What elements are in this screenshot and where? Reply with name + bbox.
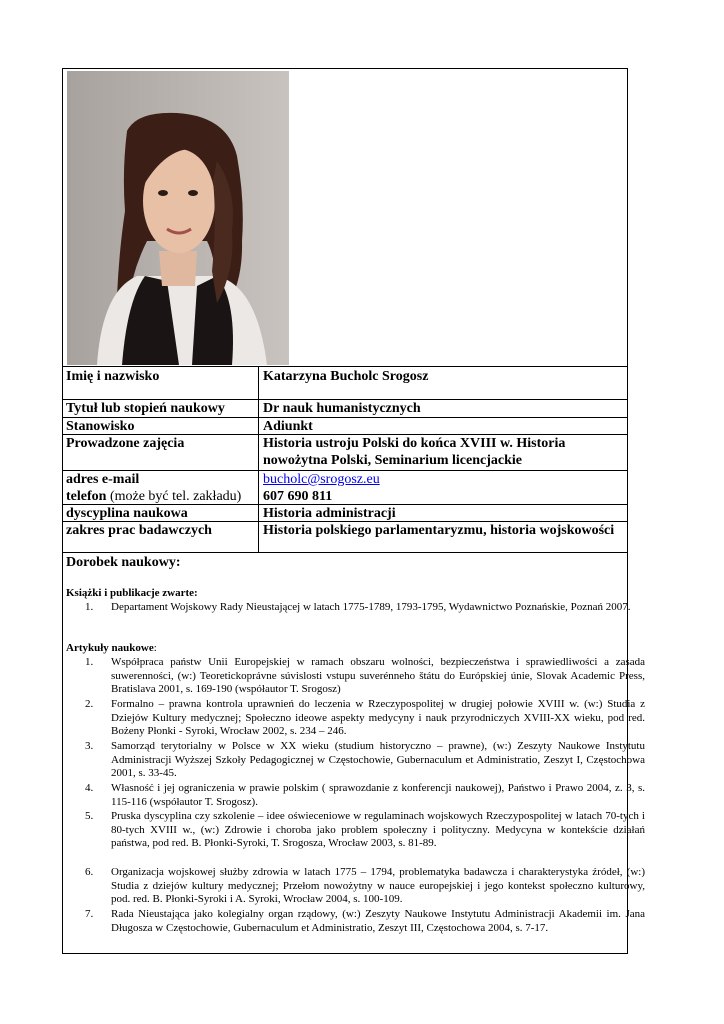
article-num: 7. bbox=[85, 908, 94, 920]
article-text: Organizacja wojskowej służby zdrowia w latach 1775 – 1794, problematyka badawcza i charakterystyka źródeł, (w:) Studia z dziejów kultury medycznej; Przełom nowożytny w nauce europejskiej i jego kontekst społeczno kulturowy, pod. red. B. Płonki-Syroki i A. Syroki, Wrocław 2004, s. 100-109. bbox=[111, 866, 645, 906]
title-value: Dr nauk humanistycznych bbox=[263, 401, 421, 416]
title-label: Tytuł lub stopień naukowy bbox=[66, 401, 225, 416]
email-link[interactable]: bucholc@srogosz.eu bbox=[263, 472, 380, 487]
portrait-photo bbox=[67, 71, 289, 365]
cv-frame bbox=[62, 68, 645, 954]
classes-label: Prowadzone zajęcia bbox=[66, 436, 185, 451]
phone-value: 607 690 811 bbox=[263, 489, 333, 504]
article-text: Formalno – prawna kontrola uprawnień do leczenia w Rzeczypospolitej w drugiej połowie XVIII w. (w:) Studia z Dziejów Kultury medycznej; Społeczno ideowe aspekty medycyny i nauk przyrodniczych XVIII-XX wieku, pod red. Bożeny Płonki - Syroki, Wrocław 2002, s. 234 – 246. bbox=[111, 698, 645, 738]
discipline-label: dyscyplina naukowa bbox=[66, 506, 188, 521]
title-row bbox=[63, 400, 627, 418]
phone-note: (może być tel. zakładu) bbox=[109, 489, 242, 504]
classes-value: Historia ustroju Polski do końca XVIII w. Historia nowożytna Polski, Seminarium licencjackie bbox=[263, 436, 566, 468]
article-text: Współpraca państw Unii Europejskiej w ramach obszaru wolności, bezpieczeństwa i sprawiedliwości a zasada suwerenności, (w:) Teoretickoprávne súvislosti vstupu suverénneho štátu do Európskiej únie, Slovak Academic Press, Bratislava 2001, s. 169-190 (współautor T. Srogosz) bbox=[111, 656, 645, 696]
contact-labels bbox=[66, 471, 256, 505]
name-value: Katarzyna Bucholc Srogosz bbox=[263, 369, 429, 384]
article-num: 3. bbox=[85, 740, 94, 752]
discipline-row bbox=[63, 505, 627, 522]
article-num: 6. bbox=[85, 866, 94, 878]
book-text: Departament Wojskowy Rady Nieustającej w latach 1775-1789, 1793-1795, Wydawnictwo Poznańskie, Poznań 2007. bbox=[111, 601, 631, 613]
position-label: Stanowisko bbox=[66, 419, 135, 434]
articles-heading: Artykuły naukowe: bbox=[66, 642, 157, 654]
article-text: Własność i jej ograniczenia w prawie polskim ( sprawozdanie z konferencji naukowej), Państwo i Prawo 2004, z. 3, s. 115-116 (współautor T. Srogosz). bbox=[111, 782, 645, 808]
name-label: Imię i nazwisko bbox=[66, 369, 160, 384]
article-num: 5. bbox=[85, 810, 94, 822]
contact-row bbox=[63, 471, 627, 505]
article-text: Pruska dyscyplina czy szkolenie – idee oświeceniowe w regulaminach wojskowych Rzeczypospolitej w latach 70-tych i 80-tych XVIII w., (w:) Zdrowie i choroba jako problem społeczny i polityczny. Medycyna w kontekście działań państwa, pod red. B. Płonki-Syroki, T. Srogosza, Wrocław 2003, s. 81-89. bbox=[111, 810, 645, 850]
research-label: zakres prac badawczych bbox=[66, 523, 212, 538]
discipline-value: Historia administracji bbox=[263, 506, 396, 521]
article-num: 2. bbox=[85, 698, 94, 710]
article-num: 4. bbox=[85, 782, 94, 794]
achievements-heading: Dorobek naukowy: bbox=[66, 555, 181, 570]
book-num: 1. bbox=[85, 601, 94, 613]
position-value: Adiunkt bbox=[263, 419, 313, 434]
classes-row bbox=[63, 435, 627, 471]
article-num: 1. bbox=[85, 656, 94, 668]
research-value: Historia polskiego parlamentaryzmu, historia wojskowości bbox=[263, 523, 615, 538]
email-label: adres e-mail bbox=[66, 472, 140, 487]
position-row bbox=[63, 418, 627, 435]
photo-cell bbox=[63, 69, 627, 367]
contact-values bbox=[263, 471, 623, 505]
books-heading: Książki i publikacje zwarte: bbox=[66, 587, 198, 599]
article-text: Samorząd terytorialny w Polsce w XX wieku (studium historyczno – prawne), (w:) Zeszyty Naukowe Instytutu Administracji Wyższej Szkoły Pedagogicznej w Częstochowie, Gubernaculum et Administratio, Zeszyt I, Częstochowa 2001, s. 33-45. bbox=[111, 740, 645, 780]
name-row bbox=[63, 367, 627, 400]
phone-label: telefon bbox=[66, 489, 107, 504]
research-row bbox=[63, 522, 627, 553]
article-text: Rada Nieustająca jako kolegialny organ rządowy, (w:) Zeszyty Naukowe Instytutu Administracji Akademii im. Jana Długosza w Częstochowie, Gubernaculum et Administratio, Zeszyt III, Częstochowa 2004, s. 7-17. bbox=[111, 908, 645, 934]
